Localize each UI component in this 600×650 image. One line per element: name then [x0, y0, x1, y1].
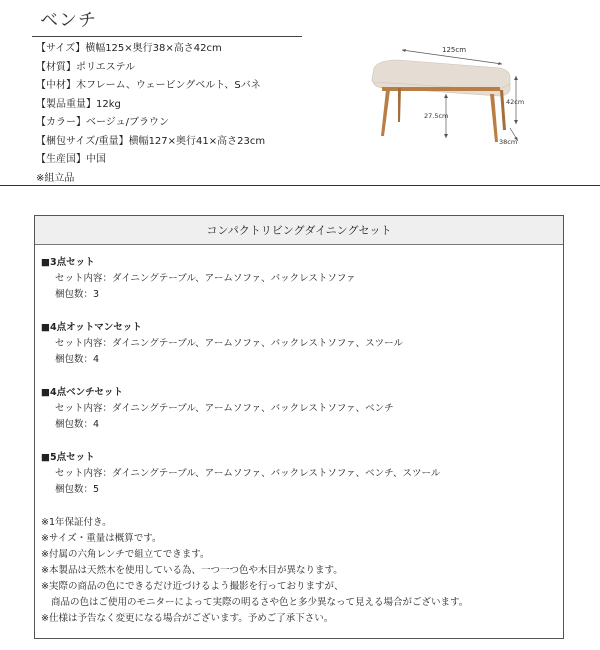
set-packages: 梱包数：5	[55, 484, 100, 495]
set-packages: 梱包数：3	[55, 289, 100, 300]
spec-assembly: ※組立品	[36, 172, 75, 184]
set-name: ■4点ベンチセット	[41, 387, 123, 398]
spec-size: 【サイズ】横幅125×奥行38×高さ42cm	[36, 43, 222, 54]
set-options-body	[35, 245, 563, 627]
set-item	[41, 320, 563, 368]
spec-material: 【材質】ポリエステル	[36, 61, 136, 73]
set-name: ■3点セット	[41, 257, 95, 268]
spec-package: 【梱包サイズ/重量】横幅127×奥行41×高さ23cm	[36, 135, 266, 147]
note: ※付属の六角レンチで組立てできます。	[41, 549, 210, 560]
spec-weight: 【製品重量】12kg	[36, 98, 121, 110]
set-options-heading: コンパクトリビングダイニングセット	[35, 216, 563, 245]
note: ※本製品は天然木を使用している為、一つ一つ色や木目が異なります。	[41, 565, 343, 576]
set-item	[41, 385, 563, 433]
note: ※仕様は予告なく変更になる場合がございます。予めご了承下さい。	[41, 613, 334, 624]
spec-color: 【カラー】ベージュ/ブラウン	[36, 117, 169, 128]
section-divider	[0, 185, 600, 186]
note: ※サイズ・重量は概算です。	[41, 533, 162, 544]
set-name: ■4点オットマンセット	[41, 322, 142, 333]
width-label: 125cm	[442, 46, 467, 54]
note: ※実際の商品の色にできるだけ近づけるよう撮影を行っておりますが、	[41, 581, 344, 592]
height-label: 42cm	[506, 98, 525, 106]
seat-height-label: 27.5cm	[424, 112, 449, 120]
set-contents: セット内容：ダイニングテーブル、アームソファ、バックレストソファ、スツール	[55, 338, 403, 349]
set-contents: セット内容：ダイニングテーブル、アームソファ、バックレストソファ、ベンチ、スツール	[55, 468, 441, 479]
notes-list	[41, 515, 563, 627]
spec-filling: 【中材】木フレーム、ウェービングベルト、Sバネ	[36, 80, 261, 91]
bench-dimension-diagram	[360, 38, 530, 148]
set-options-box	[34, 215, 564, 639]
set-contents: セット内容：ダイニングテーブル、アームソファ、バックレストソファ、ベンチ	[55, 403, 394, 414]
note: ※1年保証付き。	[41, 517, 112, 528]
note: 商品の色はご使用のモニターによって実際の明るさや色と多少異なって見える場合がございます。	[51, 597, 469, 608]
bench-illustration	[360, 38, 530, 148]
title-underline	[32, 36, 302, 37]
set-packages: 梱包数：4	[55, 419, 100, 430]
set-name: ■5点セット	[41, 452, 95, 463]
spec-origin: 【生産国】中国	[36, 154, 106, 165]
spec-list	[36, 40, 265, 188]
set-contents: セット内容：ダイニングテーブル、アームソファ、バックレストソファ	[55, 273, 356, 284]
page-title: ベンチ	[40, 10, 97, 31]
depth-label: 38cm	[499, 138, 518, 146]
set-item	[41, 450, 563, 498]
set-item	[41, 255, 563, 303]
set-packages: 梱包数：4	[55, 354, 100, 365]
